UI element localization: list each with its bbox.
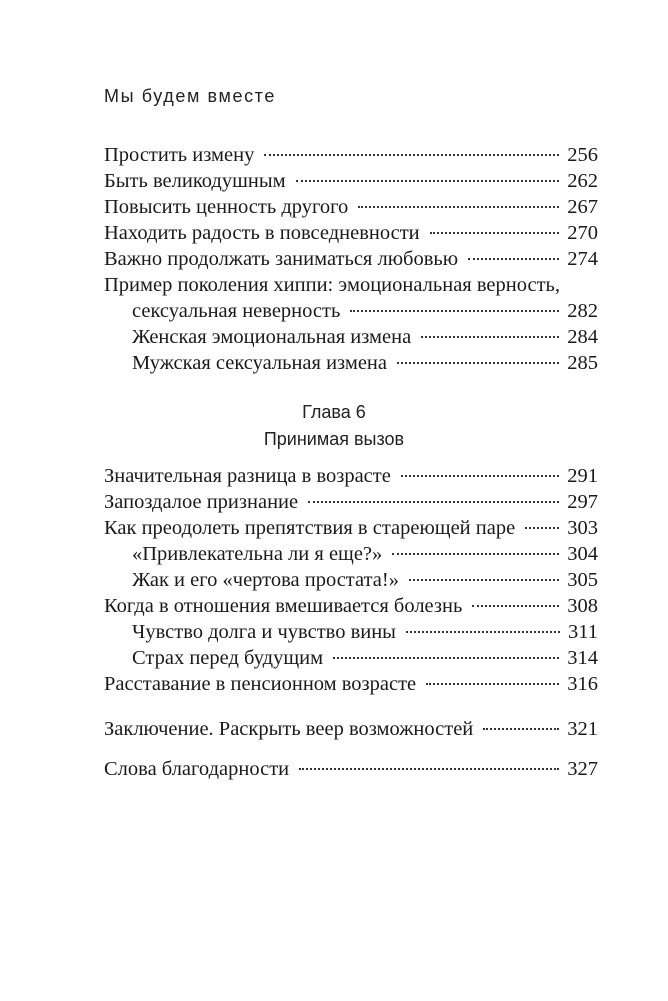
toc-entry-page: 316 xyxy=(567,673,598,695)
toc-entry-title: Расставание в пенсионном возрасте xyxy=(104,673,417,695)
toc-entry-title: «Привлекательна ли я еще?» xyxy=(132,543,383,565)
toc-entry-page: 303 xyxy=(567,517,598,539)
toc-entry-page: 282 xyxy=(567,300,598,322)
dot-leader xyxy=(299,768,559,770)
dot-leader xyxy=(426,683,559,685)
toc-section-b xyxy=(104,463,598,697)
dot-leader xyxy=(392,553,559,555)
toc-entry[interactable] xyxy=(104,463,598,489)
dot-leader xyxy=(264,154,559,156)
toc-entry[interactable] xyxy=(104,168,598,194)
toc-entry-title: Страх перед будущим xyxy=(132,647,324,669)
toc-entry-title: Находить радость в повседневности xyxy=(104,222,420,244)
toc-subentry[interactable] xyxy=(104,567,598,593)
dot-leader xyxy=(468,258,559,260)
dot-leader xyxy=(483,728,559,730)
toc-entry-page: 311 xyxy=(568,621,598,643)
toc-entry-page: 274 xyxy=(567,248,598,270)
toc-entry-page: 291 xyxy=(567,465,598,487)
toc-entry-title: Запоздалое признание xyxy=(104,491,299,513)
toc-entry-title-line1[interactable]: Пример поколения хиппи: эмоциональная верность, xyxy=(104,274,561,296)
toc-entry[interactable] xyxy=(104,593,598,619)
toc-entry-page: 284 xyxy=(567,326,598,348)
dot-leader xyxy=(358,206,559,208)
toc-subentry[interactable] xyxy=(104,350,598,376)
dot-leader xyxy=(401,475,559,477)
toc-entry-page: 270 xyxy=(567,222,598,244)
toc-entry[interactable] xyxy=(104,194,598,220)
dot-leader xyxy=(472,605,559,607)
toc-entry-title: Чувство долга и чувство вины xyxy=(132,621,396,643)
running-head: Мы будем вместе xyxy=(104,86,276,106)
toc-entry[interactable] xyxy=(104,246,598,272)
dot-leader xyxy=(308,501,559,503)
toc-subentry[interactable] xyxy=(104,619,598,645)
toc-entry-title: Быть великодушным xyxy=(104,170,286,192)
toc-entry-page: 327 xyxy=(567,758,598,780)
toc-entry[interactable] xyxy=(104,515,598,541)
toc-section-a xyxy=(104,142,598,376)
dot-leader xyxy=(430,232,560,234)
toc-entry-title: Как преодолеть препятствия в стареющей паре xyxy=(104,517,516,539)
dot-leader xyxy=(333,657,559,659)
toc-entry-title-line2: сексуальная неверность xyxy=(132,300,341,322)
toc-entry-title: Мужская сексуальная измена xyxy=(132,352,387,374)
toc-entry-page: 308 xyxy=(567,595,598,617)
toc-entry[interactable] xyxy=(104,489,598,515)
toc-entry-page: 305 xyxy=(567,569,598,591)
toc-entry-title: Женская эмоциональная измена xyxy=(132,326,412,348)
dot-leader xyxy=(397,362,559,364)
toc-entry-title: Заключение. Раскрыть веер возможностей xyxy=(104,718,474,740)
dot-leader xyxy=(406,631,560,633)
chapter-heading xyxy=(0,399,668,453)
toc-subentry[interactable] xyxy=(104,541,598,567)
chapter-label: Глава 6 xyxy=(302,402,366,422)
toc-entry-page: 267 xyxy=(567,196,598,218)
toc-entry[interactable] xyxy=(104,298,598,324)
dot-leader xyxy=(296,180,560,182)
toc-entry-title: Важно продолжать заниматься любовью xyxy=(104,248,459,270)
toc-entry-title: Повысить ценность другого xyxy=(104,196,349,218)
chapter-title: Принимая вызов xyxy=(263,429,405,449)
toc-entry-page: 262 xyxy=(567,170,598,192)
toc-entry-page: 304 xyxy=(567,543,598,565)
toc-entry-page: 314 xyxy=(567,647,598,669)
toc-entry-title: Слова благодарности xyxy=(104,758,290,780)
toc-conclusion xyxy=(104,716,598,742)
toc-entry[interactable] xyxy=(104,756,598,782)
toc-subentry[interactable] xyxy=(104,645,598,671)
toc-acknowledgments xyxy=(104,756,598,782)
dot-leader xyxy=(525,527,559,529)
toc-entry-page: 321 xyxy=(567,718,598,740)
toc-entry[interactable] xyxy=(104,716,598,742)
toc-entry[interactable] xyxy=(104,220,598,246)
dot-leader xyxy=(421,336,559,338)
toc-entry[interactable] xyxy=(104,142,598,168)
toc-entry-page: 256 xyxy=(567,144,598,166)
toc-entry-title: Простить измену xyxy=(104,144,255,166)
toc-entry-page: 297 xyxy=(567,491,598,513)
dot-leader xyxy=(409,579,559,581)
dot-leader xyxy=(350,310,559,312)
toc-entry[interactable] xyxy=(104,671,598,697)
toc-subentry[interactable] xyxy=(104,324,598,350)
toc-entry-title: Значительная разница в возрасте xyxy=(104,465,391,487)
toc-entry-page: 285 xyxy=(567,352,598,374)
toc-entry-title: Когда в отношения вмешивается болезнь xyxy=(104,595,463,617)
toc-entry-title: Жак и его «чертова простата!» xyxy=(132,569,399,591)
